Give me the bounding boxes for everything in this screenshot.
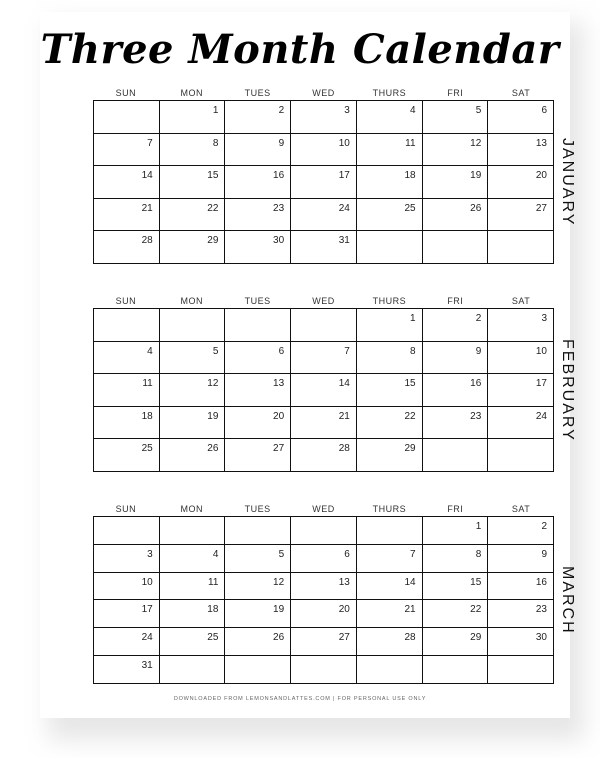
day-number: 10 [535, 345, 547, 357]
day-cell [488, 231, 554, 264]
day-number: 23 [273, 202, 285, 214]
day-cell [357, 656, 423, 684]
day-cell [291, 545, 357, 573]
day-cell [291, 134, 357, 167]
day-cell [357, 166, 423, 199]
day-number: 14 [338, 378, 350, 389]
weekday-header [93, 294, 554, 308]
day-number: 1 [410, 313, 416, 324]
day-number: 1 [475, 521, 482, 532]
page-title: Three Month Calendar [40, 26, 560, 73]
day-number: 25 [404, 202, 416, 214]
day-cell [94, 573, 160, 601]
day-cell [357, 342, 423, 375]
weekday-label: MON [180, 88, 204, 98]
day-cell [291, 342, 357, 375]
day-number: 14 [141, 170, 153, 181]
day-cell [423, 101, 489, 134]
day-number: 31 [338, 235, 350, 246]
day-number: 5 [278, 548, 285, 560]
day-cell [488, 101, 554, 134]
day-number: 11 [142, 378, 153, 389]
day-number: 29 [404, 443, 416, 454]
month-name-label: FEBRUARY [559, 338, 576, 442]
day-cell [160, 439, 226, 472]
day-cell [160, 573, 226, 601]
day-cell [423, 573, 489, 601]
day-cell [160, 134, 226, 167]
day-cell [160, 374, 226, 407]
day-cell [225, 166, 291, 199]
day-number: 7 [410, 548, 416, 560]
day-cell [488, 199, 554, 232]
day-cell [225, 309, 291, 342]
month-grid [93, 308, 554, 472]
day-cell [94, 545, 160, 573]
weekday-label: SUN [115, 296, 137, 306]
day-cell [94, 231, 160, 264]
day-cell [291, 407, 357, 440]
day-number: 4 [212, 548, 219, 560]
day-cell [160, 199, 226, 232]
day-cell [357, 517, 423, 545]
day-number: 20 [535, 170, 547, 181]
day-number: 28 [141, 235, 153, 246]
day-number: 13 [338, 576, 350, 588]
day-cell [291, 101, 357, 134]
day-number: 30 [535, 632, 547, 644]
day-number: 23 [470, 410, 482, 422]
day-cell [488, 342, 554, 375]
day-cell [291, 573, 357, 601]
day-cell [160, 600, 226, 628]
day-cell [423, 309, 489, 342]
day-number: 20 [338, 604, 350, 616]
day-cell [225, 199, 291, 232]
day-cell [94, 656, 160, 684]
day-number: 5 [212, 345, 219, 357]
day-number: 24 [338, 202, 350, 214]
day-cell [291, 600, 357, 628]
day-cell [357, 101, 423, 134]
day-cell [357, 231, 423, 264]
weekday-label: SAT [511, 504, 531, 514]
day-number: 9 [278, 137, 285, 149]
day-cell [160, 545, 226, 573]
day-cell [423, 600, 489, 628]
weekday-label: FRI [447, 88, 464, 98]
day-cell [225, 231, 291, 264]
day-number: 6 [278, 345, 285, 357]
day-number: 21 [338, 410, 350, 422]
day-number: 10 [338, 137, 350, 149]
month-grid [93, 516, 554, 684]
day-cell [291, 656, 357, 684]
day-cell [94, 600, 160, 628]
day-number: 26 [470, 202, 482, 214]
day-cell [160, 517, 226, 545]
weekday-label: MON [180, 504, 204, 514]
day-number: 15 [404, 378, 416, 389]
day-number: 28 [404, 632, 416, 644]
day-number: 25 [141, 443, 153, 454]
day-cell [488, 573, 554, 601]
month-name-label: JANUARY [559, 137, 576, 227]
day-cell [160, 628, 226, 656]
weekday-label: TUES [244, 88, 271, 98]
day-number: 24 [535, 410, 547, 422]
day-cell [423, 342, 489, 375]
day-number: 16 [273, 170, 285, 181]
day-number: 11 [208, 576, 219, 588]
day-cell [488, 166, 554, 199]
day-cell [225, 517, 291, 545]
day-cell [488, 545, 554, 573]
day-cell [488, 374, 554, 407]
day-cell [94, 439, 160, 472]
day-number: 1 [212, 105, 219, 116]
weekday-label: FRI [447, 504, 464, 514]
month-name-label: MARCH [559, 565, 576, 635]
weekday-label: MON [180, 296, 204, 306]
day-cell [160, 656, 226, 684]
weekday-header [93, 502, 554, 516]
day-cell [423, 134, 489, 167]
day-number: 25 [207, 632, 219, 644]
weekday-label: FRI [447, 296, 464, 306]
day-number: 3 [541, 313, 547, 324]
day-number: 27 [338, 632, 350, 644]
day-number: 17 [141, 604, 153, 616]
day-number: 9 [475, 345, 482, 357]
day-cell [423, 517, 489, 545]
month-block [93, 502, 554, 684]
day-cell [423, 407, 489, 440]
day-cell [423, 439, 489, 472]
day-cell [423, 166, 489, 199]
footer-note: DOWNLOADED FROM LEMONSANDLATTES.COM | FOR PERSONAL USE ONLY [173, 696, 427, 702]
month-grid [93, 100, 554, 264]
weekday-label: TUES [244, 296, 271, 306]
day-number: 29 [470, 632, 482, 644]
day-cell [225, 656, 291, 684]
day-number: 20 [273, 410, 285, 422]
day-number: 3 [147, 548, 153, 560]
day-number: 3 [344, 105, 350, 116]
day-cell [357, 545, 423, 573]
weekday-label: THURS [372, 504, 407, 514]
month-block [93, 294, 554, 472]
day-number: 27 [273, 443, 285, 454]
day-cell [225, 628, 291, 656]
day-number: 7 [344, 345, 350, 357]
day-number: 27 [535, 202, 547, 214]
day-cell [94, 309, 160, 342]
weekday-label: TUES [244, 504, 271, 514]
day-cell [160, 407, 226, 440]
day-number: 6 [541, 105, 547, 116]
day-number: 12 [273, 576, 285, 588]
day-number: 22 [207, 202, 219, 214]
day-cell [291, 231, 357, 264]
day-number: 12 [470, 137, 482, 149]
day-number: 17 [535, 378, 547, 389]
day-cell [357, 407, 423, 440]
day-cell [160, 166, 226, 199]
day-number: 5 [475, 105, 482, 116]
day-number: 13 [273, 378, 285, 389]
day-number: 2 [541, 521, 547, 532]
day-cell [357, 134, 423, 167]
day-number: 23 [535, 604, 547, 616]
day-number: 8 [475, 548, 482, 560]
day-cell [488, 628, 554, 656]
day-cell [225, 407, 291, 440]
day-cell [94, 166, 160, 199]
day-number: 15 [207, 170, 219, 181]
day-cell [488, 600, 554, 628]
day-number: 11 [405, 137, 416, 149]
day-number: 14 [404, 576, 416, 588]
day-number: 4 [147, 345, 153, 357]
day-cell [357, 309, 423, 342]
day-number: 18 [207, 604, 219, 616]
day-cell [488, 309, 554, 342]
day-cell [225, 600, 291, 628]
day-cell [423, 374, 489, 407]
day-cell [291, 517, 357, 545]
weekday-label: THURS [372, 296, 407, 306]
weekday-label: SUN [115, 504, 137, 514]
day-number: 18 [141, 410, 153, 422]
day-cell [423, 628, 489, 656]
day-cell [94, 101, 160, 134]
weekday-header [93, 86, 554, 100]
day-number: 21 [404, 604, 416, 616]
weekday-label: WED [312, 296, 335, 306]
day-number: 21 [141, 202, 153, 214]
day-number: 4 [410, 105, 416, 116]
day-cell [94, 628, 160, 656]
day-number: 16 [470, 378, 482, 389]
day-number: 12 [207, 378, 219, 389]
day-number: 15 [470, 576, 482, 588]
day-number: 7 [147, 137, 153, 149]
day-cell [423, 231, 489, 264]
day-cell [225, 101, 291, 134]
month-block [93, 86, 554, 264]
day-cell [357, 628, 423, 656]
weekday-label: WED [312, 504, 335, 514]
day-number: 16 [535, 576, 547, 588]
day-cell [357, 199, 423, 232]
day-cell [357, 600, 423, 628]
day-number: 26 [273, 632, 285, 644]
day-cell [291, 628, 357, 656]
day-cell [94, 517, 160, 545]
day-number: 8 [410, 345, 416, 357]
day-cell [488, 439, 554, 472]
day-number: 19 [470, 170, 482, 181]
day-cell [291, 374, 357, 407]
day-cell [291, 309, 357, 342]
weekday-label: SUN [115, 88, 137, 98]
day-number: 13 [535, 137, 547, 149]
day-cell [94, 134, 160, 167]
day-cell [94, 342, 160, 375]
day-number: 22 [404, 410, 416, 422]
day-cell [160, 101, 226, 134]
day-number: 17 [338, 170, 350, 181]
day-number: 24 [141, 632, 153, 644]
day-cell [160, 231, 226, 264]
day-cell [291, 199, 357, 232]
day-cell [357, 573, 423, 601]
day-number: 19 [207, 410, 219, 422]
day-cell [488, 134, 554, 167]
day-cell [225, 573, 291, 601]
day-number: 6 [344, 548, 350, 560]
weekday-label: THURS [372, 88, 407, 98]
day-cell [291, 166, 357, 199]
day-number: 10 [141, 576, 153, 588]
day-cell [225, 134, 291, 167]
weekday-label: WED [312, 88, 335, 98]
day-cell [423, 199, 489, 232]
day-cell [423, 545, 489, 573]
weekday-label: SAT [511, 296, 531, 306]
day-cell [357, 374, 423, 407]
day-cell [94, 199, 160, 232]
day-cell [488, 517, 554, 545]
day-number: 29 [207, 235, 219, 246]
day-cell [488, 407, 554, 440]
day-number: 8 [212, 137, 219, 149]
weekday-label: SAT [511, 88, 531, 98]
day-number: 28 [338, 443, 350, 454]
day-number: 31 [141, 659, 153, 671]
day-number: 19 [273, 604, 285, 616]
day-number: 18 [404, 170, 416, 181]
day-cell [423, 656, 489, 684]
day-cell [160, 309, 226, 342]
day-number: 22 [470, 604, 482, 616]
day-cell [225, 439, 291, 472]
day-number: 2 [475, 313, 482, 324]
day-cell [488, 656, 554, 684]
day-cell [357, 439, 423, 472]
day-cell [94, 407, 160, 440]
day-cell [291, 439, 357, 472]
day-cell [94, 374, 160, 407]
day-number: 26 [207, 443, 219, 454]
day-cell [225, 545, 291, 573]
day-number: 2 [278, 105, 285, 116]
day-cell [225, 374, 291, 407]
day-number: 30 [273, 235, 285, 246]
day-cell [160, 342, 226, 375]
day-cell [225, 342, 291, 375]
day-number: 9 [541, 548, 547, 560]
